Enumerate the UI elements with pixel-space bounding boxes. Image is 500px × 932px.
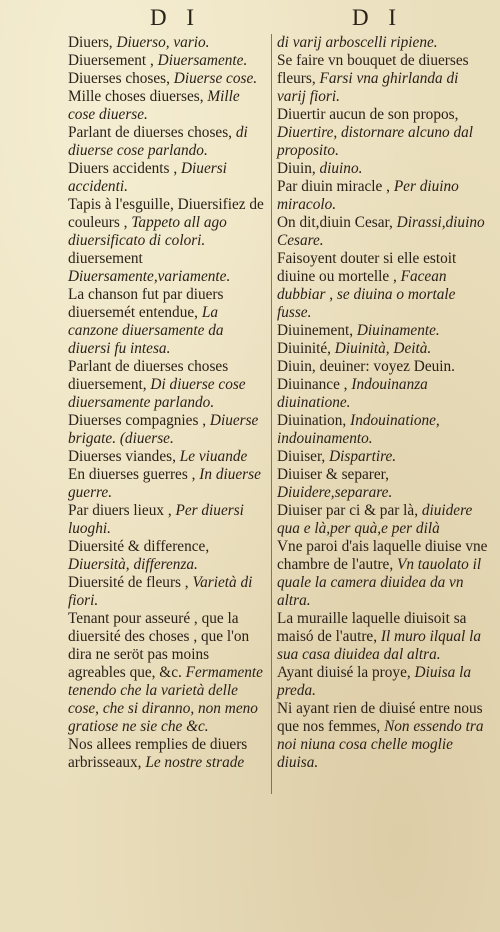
running-head-right: D I: [352, 5, 404, 30]
entry: Diuertir aucun de son propos,Diuertire, distornare alcuno dal proposito.: [277, 106, 474, 159]
entry: En diuerses guerres , In diuerse guerre.: [68, 466, 261, 501]
entry: Diuerses viandes, Le viuande: [68, 448, 248, 465]
entry: On dit,diuin Cesar, Dirassi,diuino Cesare.: [277, 214, 485, 249]
entry: Par diuers lieux , Per diuersi luoghi.: [68, 502, 244, 537]
entry: Par diuin miracle , Per diuino miracolo.: [277, 178, 459, 213]
entry: Ayant diuisé la proye, Diuisa la preda.: [277, 664, 472, 699]
entry: Diuin, deuiner: voyez Deuin.: [277, 358, 455, 375]
entry: Se faire vn bouquet de diuerses fleurs, Farsi vna ghirlanda di varij fiori.: [277, 52, 469, 105]
entry: Diuersité de fleurs , Varietà di fiori.: [68, 574, 253, 609]
entry: La muraille laquelle diuisoit sa maisó de l'autre, Il muro ilqual la sua casa diuidea dal altra.: [277, 610, 481, 663]
entry: Faisoyent douter si elle estoit diuine ou mortelle , Facean dubbiar , se diuina o mortale fusse.: [277, 250, 457, 321]
entry: Tapis à l'esguille, Diuersifiez de couleurs , Tappeto all ago diuersificato di colori.: [68, 196, 264, 249]
entry: diuersementDiuersamente,variamente.: [68, 250, 231, 285]
entry: Diuinance , Indouinanza diuinatione.: [277, 376, 428, 411]
entry: Diuinement, Diuinamente.: [277, 322, 440, 339]
entry: Diuerses compagnies , Diuerse brigate. (diuerse.: [68, 412, 259, 447]
entry: Diuersité & difference,Diuersità, differenza.: [68, 538, 210, 573]
entry: Diuinité, Diuinità, Deità.: [277, 340, 432, 357]
entry: Tenant pour asseuré , que la diuersité des choses , que l'on dira ne seröt pas moins agreables que, &c. Fermamente tenendo che la varietà delle cose, che si diranno, non meno gratiose ne sie che &c.: [68, 610, 263, 735]
entry: Diuiser, Dispartire.: [277, 448, 397, 465]
running-head: [0, 5, 500, 34]
entry: Mille choses diuerses, Mille cose diuerse.: [68, 88, 240, 123]
entry: Diuerses choses, Diuerse cose.: [68, 70, 258, 87]
entry: Vne paroi d'ais laquelle diuise vne chambre de l'autre, Vn tauolato il quale la camera diuidea da vn altra.: [277, 538, 488, 609]
right-column: [277, 34, 489, 772]
entry: di varij arboscelli ripiene.: [277, 34, 438, 51]
entry: Diuiser & separer,Diuidere,separare.: [277, 466, 393, 501]
entry: Nos allees remplies de diuers arbrisseaux, Le nostre strade: [68, 736, 248, 771]
entry: Parlant de diuerses choses, di diuerse cose parlando.: [68, 124, 248, 159]
column-rule: [271, 34, 272, 794]
entry: Diuers accidents , Diuersi accidenti.: [68, 160, 227, 195]
entry: La chanson fut par diuers diuersemét entendue, La canzone diuersamente da diuersi fu intesa.: [68, 286, 224, 357]
entry: Diuination, Indouinatione, indouinamento.: [277, 412, 440, 447]
entry: Parlant de diuerses choses diuersement, Di diuerse cose diuersamente parlando.: [68, 358, 246, 411]
entry: Diuers, Diuerso, vario.: [68, 34, 210, 51]
entry: Diuersement , Diuersamente.: [68, 52, 248, 69]
left-column: [68, 34, 268, 772]
running-head-left: D I: [150, 5, 202, 30]
entry: Ni ayant rien de diuisé entre nous que nos femmes, Non essendo tra noi niuna cosa chelle moglie diuisa.: [277, 700, 484, 771]
entry: Diuin, diuino.: [277, 160, 363, 177]
entry: Diuiser par ci & par là, diuidere qua e là,per quà,e per dilà: [277, 502, 473, 537]
